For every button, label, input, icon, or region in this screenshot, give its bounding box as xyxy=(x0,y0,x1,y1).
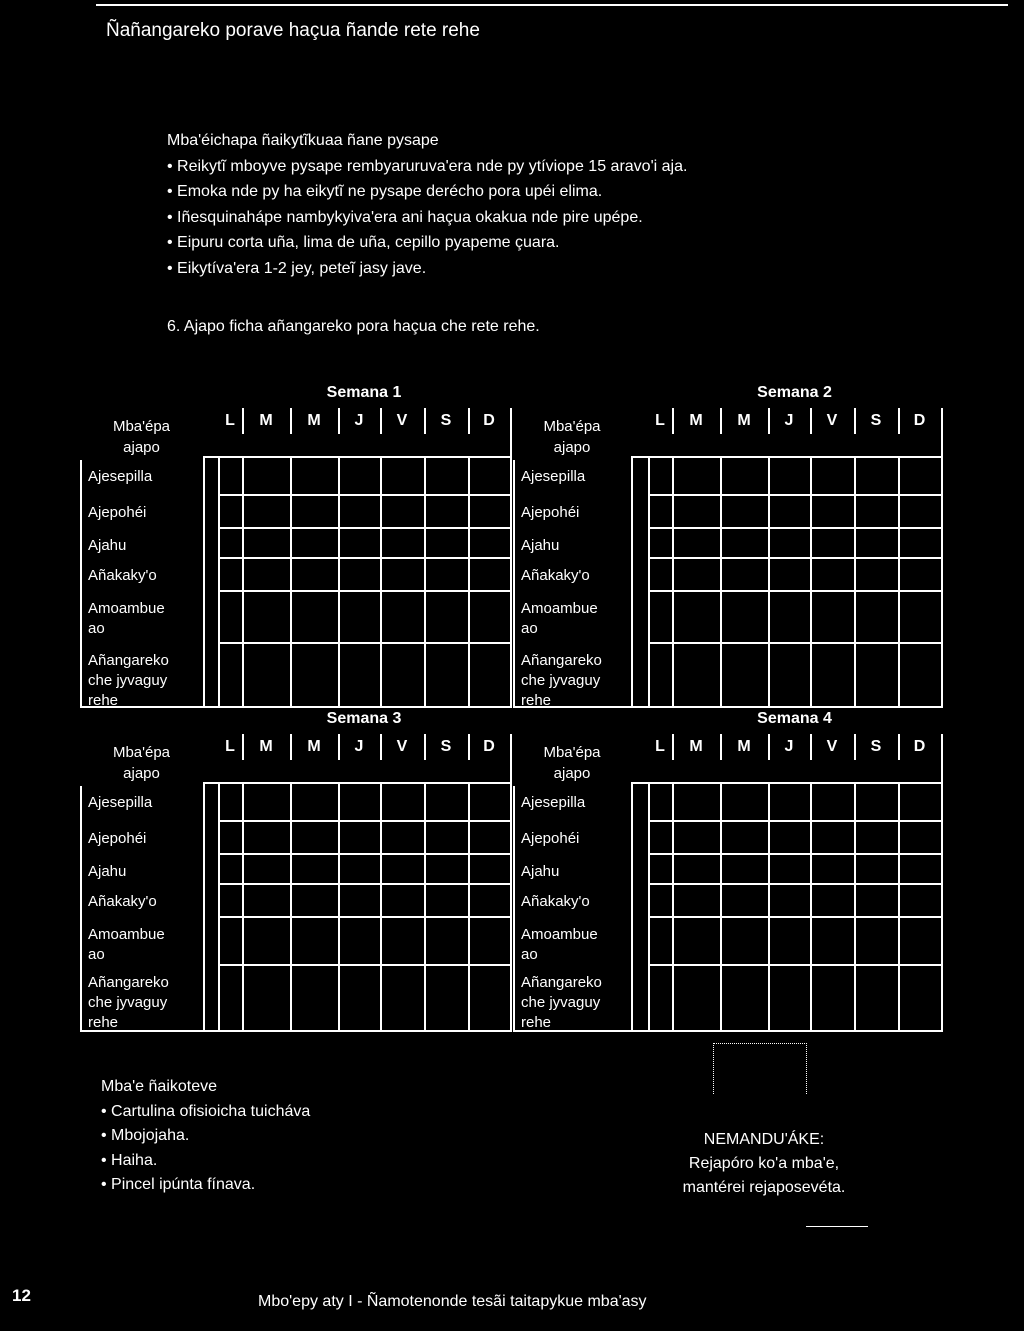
activity-column-header: Mba'épa ajapo xyxy=(112,744,171,782)
day-header: M xyxy=(689,412,703,429)
grid-row-line xyxy=(218,883,510,885)
day-header: J xyxy=(784,412,794,429)
day-header: D xyxy=(483,738,495,755)
instruction-item: • Emoka nde py ha eikytĩ ne pysape derécho pora upéi elima. xyxy=(167,183,603,200)
activity-label: Añakaky'o xyxy=(521,893,590,910)
day-header: L xyxy=(655,738,665,755)
activity-label: Ajepohéi xyxy=(521,504,580,521)
activity-label: Ajesepilla xyxy=(88,468,153,485)
grid-row-line xyxy=(218,557,510,559)
week-title: Semana 1 xyxy=(326,384,402,401)
note-title: NEMANDU'ÁKE: xyxy=(703,1131,825,1148)
page-number: 12 xyxy=(12,1286,31,1305)
activity-column-header: Mba'épa ajapo xyxy=(543,418,601,456)
day-separator xyxy=(768,734,770,760)
grid-row-line xyxy=(648,642,941,644)
activity-label: Añakaky'o xyxy=(521,567,590,584)
day-separator xyxy=(898,408,900,434)
day-header: M xyxy=(259,412,273,429)
instruction-item: • Reikytĩ mboyve pysape rembyaruruva'era nde py ytíviope 15 aravo'i aja. xyxy=(167,157,688,175)
day-header: S xyxy=(440,412,452,429)
activity-label: Ajahu xyxy=(88,537,127,554)
grid-row-line xyxy=(648,916,941,918)
day-header: M xyxy=(737,738,751,755)
note-line: Rejapóro ko'a mba'e, xyxy=(688,1155,840,1172)
header-underline xyxy=(631,456,941,458)
activity-label: Ajesepilla xyxy=(88,794,153,811)
activity-label: Ajahu xyxy=(521,863,560,880)
day-header: V xyxy=(396,738,408,755)
material-item: • Haiha. xyxy=(101,1151,158,1169)
activity-label: Ajepohéi xyxy=(521,830,580,847)
day-header: J xyxy=(354,738,364,755)
materials-list xyxy=(101,1075,310,1198)
instructions-title: Mba'éichapa ñaikytĩkuaa ñane pysape xyxy=(167,132,439,149)
grid-row-line xyxy=(648,494,941,496)
day-header: L xyxy=(225,412,235,429)
grid-column-line xyxy=(631,458,633,706)
grid-left-edge xyxy=(80,786,82,1030)
grid-column-line xyxy=(631,784,633,1030)
header-underline xyxy=(203,456,510,458)
grid-row-line xyxy=(218,964,510,966)
grid-row-line xyxy=(648,883,941,885)
day-separator xyxy=(242,734,244,760)
activity-label: Ajahu xyxy=(88,863,127,880)
day-separator xyxy=(338,734,340,760)
day-separator xyxy=(854,408,856,434)
activity-label: Añangareko che jyvaguy rehe xyxy=(521,652,602,709)
day-separator xyxy=(898,734,900,760)
day-separator xyxy=(810,734,812,760)
activity-label: Amoambue ao xyxy=(88,926,165,963)
instructions xyxy=(167,128,687,281)
day-header: V xyxy=(396,412,408,429)
grid-row-line xyxy=(218,494,510,496)
activity-label: Ajahu xyxy=(521,537,560,554)
material-item: • Mbojojaha. xyxy=(101,1127,190,1144)
activity-column-header: Mba'épa ajapo xyxy=(543,744,601,782)
day-header: M xyxy=(259,738,273,755)
day-separator xyxy=(810,408,812,434)
grid-row-line xyxy=(648,964,941,966)
day-separator xyxy=(468,734,470,760)
activity-label: Ajesepilla xyxy=(521,468,586,485)
page-header: Ñañangareko porave haçua ñande rete rehe xyxy=(106,20,480,41)
grid-right-edge xyxy=(941,734,943,1030)
grid-left-edge xyxy=(80,460,82,706)
day-separator xyxy=(242,408,244,434)
day-header: J xyxy=(784,738,794,755)
day-separator xyxy=(720,408,722,434)
activity-label: Añangareko che jyvaguy rehe xyxy=(88,652,169,709)
grid-row-line xyxy=(218,820,510,822)
note-line: mantérei rejaposevéta. xyxy=(682,1179,846,1196)
day-header: S xyxy=(870,412,882,429)
instruction-item: • Eikytíva'era 1-2 jey, peteĩ jasy jave. xyxy=(167,259,427,277)
short-rule xyxy=(806,1226,868,1227)
header-underline xyxy=(631,782,941,784)
day-separator xyxy=(338,408,340,434)
day-header: D xyxy=(913,412,926,429)
day-header: M xyxy=(307,738,321,755)
grid-column-line xyxy=(203,458,205,706)
activity-label: Ajesepilla xyxy=(521,794,586,811)
day-header: M xyxy=(689,738,703,755)
day-header: S xyxy=(870,738,882,755)
day-separator xyxy=(290,408,292,434)
grid-row-line xyxy=(218,853,510,855)
instruction-item: • Iñesquinahápe nambykyiva'era ani haçua okakua nde pire upépe. xyxy=(167,208,643,226)
day-separator xyxy=(720,734,722,760)
page-footer: Mbo'epy aty I - Ñamotenonde tesãi taitapykue mba'asy xyxy=(258,1293,647,1310)
day-header: V xyxy=(826,738,838,755)
day-header: L xyxy=(225,738,235,755)
day-separator xyxy=(672,408,674,434)
grid-right-edge xyxy=(941,408,943,706)
activity-label: Ajepohéi xyxy=(88,504,147,521)
day-separator xyxy=(768,408,770,434)
day-separator xyxy=(380,734,382,760)
grid-row-line xyxy=(648,590,941,592)
activity-label: Añakaky'o xyxy=(88,567,157,584)
day-separator xyxy=(424,734,426,760)
day-header: D xyxy=(913,738,926,755)
day-separator xyxy=(468,408,470,434)
day-header: S xyxy=(440,738,452,755)
material-item: • Cartulina ofisioicha tuicháva xyxy=(101,1102,311,1120)
material-item: • Pincel ipúnta fínava. xyxy=(101,1176,256,1193)
activity-label: Amoambue ao xyxy=(521,600,598,637)
day-header: V xyxy=(826,412,838,429)
day-separator xyxy=(854,734,856,760)
day-separator xyxy=(380,408,382,434)
grid-row-line xyxy=(648,527,941,529)
grid-column-line xyxy=(203,784,205,1030)
grid-row-line xyxy=(648,557,941,559)
activity-label: Añangareko che jyvaguy rehe xyxy=(88,974,169,1031)
week-title: Semana 3 xyxy=(326,710,402,727)
day-header: J xyxy=(354,412,364,429)
grid-left-edge xyxy=(513,460,515,706)
dotted-frame xyxy=(713,1043,807,1094)
activity-label: Amoambue ao xyxy=(521,926,598,963)
day-header: D xyxy=(483,412,495,429)
activity-label: Añangareko che jyvaguy rehe xyxy=(521,974,602,1031)
note-box xyxy=(650,1128,878,1200)
day-separator xyxy=(424,408,426,434)
step-title: 6. Ajapo ficha añangareko pora haçua che rete rehe. xyxy=(167,318,540,335)
activity-label: Añakaky'o xyxy=(88,893,157,910)
day-separator xyxy=(672,734,674,760)
grid-row-line xyxy=(218,642,510,644)
week-title: Semana 4 xyxy=(757,710,832,727)
activity-label: Amoambue ao xyxy=(88,600,165,637)
week-title: Semana 2 xyxy=(757,384,832,401)
grid-row-line xyxy=(218,527,510,529)
materials-title: Mba'e ñaikoteve xyxy=(101,1078,218,1095)
top-rule xyxy=(96,4,1008,6)
header-underline xyxy=(203,782,510,784)
instruction-item: • Eipuru corta uña, lima de uña, cepillo pyapeme çuara. xyxy=(167,234,560,251)
grid-row-line xyxy=(648,853,941,855)
day-header: L xyxy=(655,412,665,429)
grid-row-line xyxy=(218,590,510,592)
day-separator xyxy=(290,734,292,760)
grid-row-line xyxy=(648,820,941,822)
activity-column-header: Mba'épa ajapo xyxy=(112,418,171,456)
grid-row-line xyxy=(218,916,510,918)
day-header: M xyxy=(737,412,751,429)
grid-left-edge xyxy=(513,786,515,1030)
activity-label: Ajepohéi xyxy=(88,830,147,847)
day-header: M xyxy=(307,412,321,429)
